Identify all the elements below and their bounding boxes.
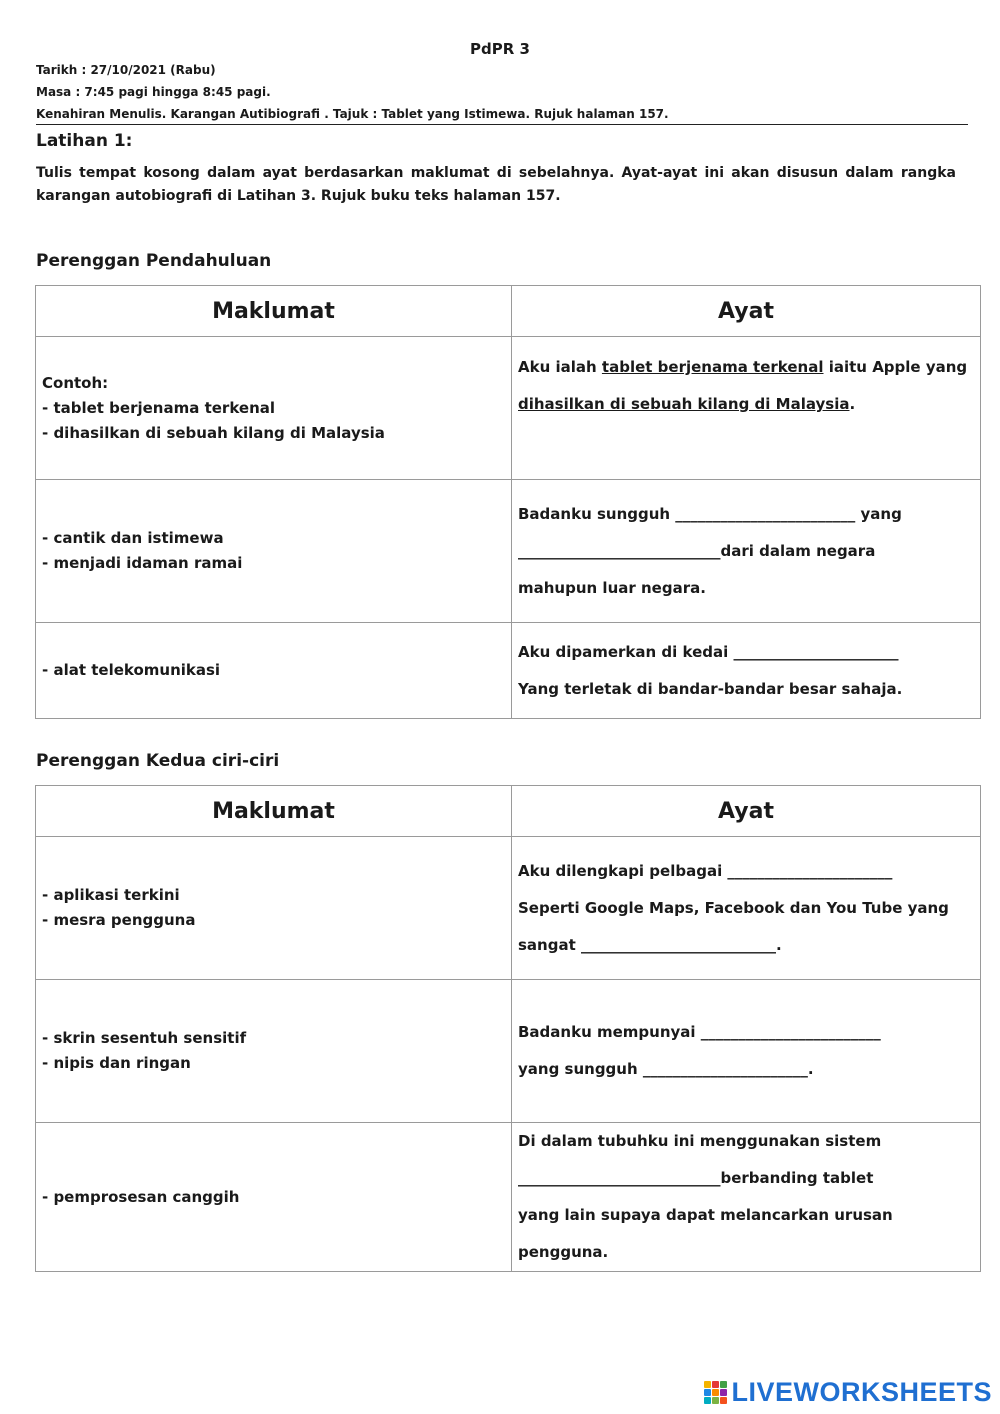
info-line: - aplikasi terkini: [42, 886, 180, 904]
maklumat-cell: [36, 337, 512, 480]
ayat-line: ___________________________dari dalam negara: [518, 541, 876, 560]
ayat-text: iaitu Apple yang: [823, 358, 968, 376]
ayat-line: Di dalam tubuhku ini menggunakan sistem: [518, 1132, 882, 1150]
info-line: - tablet berjenama terkenal: [42, 398, 276, 417]
maklumat-cell: [36, 837, 512, 980]
table-row: [36, 980, 981, 1123]
ayat-cell: [512, 480, 981, 623]
ayat-header: Ayat: [512, 286, 981, 337]
info-line: - alat telekomunikasi: [42, 661, 221, 679]
maklumat-header: Maklumat: [36, 286, 512, 337]
ayat-line: ___________________________berbanding tablet: [518, 1169, 874, 1187]
time-line: Masa : 7:45 pagi hingga 8:45 pagi.: [36, 85, 271, 99]
info-line: - nipis dan ringan: [42, 1054, 191, 1072]
topic-line: Kenahiran Menulis. Karangan Autibiografi . Tajuk : Tablet yang Istimewa. Rujuk halaman 157.: [36, 107, 669, 121]
ayat-line: Seperti Google Maps, Facebook dan You Tube yang: [518, 898, 949, 917]
info-line: - skrin sesentuh sensitif: [42, 1029, 247, 1047]
date-line: Tarikh : 27/10/2021 (Rabu): [36, 63, 216, 77]
section1-title: Perenggan Pendahuluan: [36, 251, 272, 271]
page-title: PdPR 3: [470, 40, 530, 58]
table-row: [36, 337, 981, 480]
ayat-line: yang sungguh ______________________.: [518, 1060, 814, 1078]
table-row: [36, 837, 981, 980]
ayat-header: Ayat: [512, 786, 981, 837]
ayat-line: sangat __________________________.: [518, 935, 782, 954]
ayat-line: yang lain supaya dapat melancarkan urusan pengguna.: [518, 1206, 893, 1261]
ayat-line: Aku dilengkapi pelbagai ______________________: [518, 861, 893, 880]
header-row: [36, 786, 981, 837]
maklumat-cell: [36, 623, 512, 719]
header-row: [36, 286, 981, 337]
exercise-title: Latihan 1:: [36, 131, 133, 151]
info-line: - dihasilkan di sebuah kilang di Malaysia: [42, 423, 385, 442]
example-answer: tablet berjenama terkenal: [601, 358, 824, 376]
info-line: - cantik dan istimewa: [42, 529, 224, 547]
exercise-instructions: Tulis tempat kosong dalam ayat berdasarkan maklumat di sebelahnya. Ayat-ayat ini akan disusun dalam rangka karangan autobiografi di Latihan 3. Rujuk buku teks halaman 157.: [36, 165, 956, 204]
maklumat-header: Maklumat: [36, 786, 512, 837]
ayat-cell: [512, 1123, 981, 1272]
example-answer: dihasilkan di sebuah kilang di Malaysia: [518, 395, 850, 413]
logo-grid-icon: [704, 1381, 727, 1404]
ayat-text: .: [849, 395, 856, 413]
maklumat-cell: [36, 1123, 512, 1272]
logo-text: LIVEWORKSHEETS: [731, 1377, 992, 1407]
maklumat-cell: [36, 480, 512, 623]
liveworksheets-logo: [704, 1377, 992, 1408]
ayat-line: Aku dipamerkan di kedai ______________________: [518, 642, 899, 661]
ayat-cell: [512, 623, 981, 719]
section2-table: [35, 785, 981, 1272]
info-line: - mesra pengguna: [42, 911, 196, 929]
table-row: [36, 623, 981, 719]
ayat-line: Yang terletak di bandar-bandar besar sahaja.: [518, 679, 903, 698]
header-divider: [36, 124, 968, 125]
ayat-cell: [512, 980, 981, 1123]
table-row: [36, 480, 981, 623]
info-line: - pemprosesan canggih: [42, 1187, 240, 1206]
ayat-cell: [512, 337, 981, 480]
maklumat-cell: [36, 980, 512, 1123]
ayat-line: Badanku sungguh ________________________ yang: [518, 504, 902, 523]
ayat-cell: [512, 837, 981, 980]
ayat-line: Badanku mempunyai ________________________: [518, 1023, 881, 1041]
info-line: - menjadi idaman ramai: [42, 554, 243, 572]
table-row: [36, 1123, 981, 1272]
ayat-text: Aku ialah: [518, 358, 602, 376]
section1-table: [35, 285, 981, 719]
ayat-line: mahupun luar negara.: [518, 578, 706, 597]
section2-title: Perenggan Kedua ciri-ciri: [36, 751, 280, 771]
info-line: Contoh:: [42, 373, 109, 392]
